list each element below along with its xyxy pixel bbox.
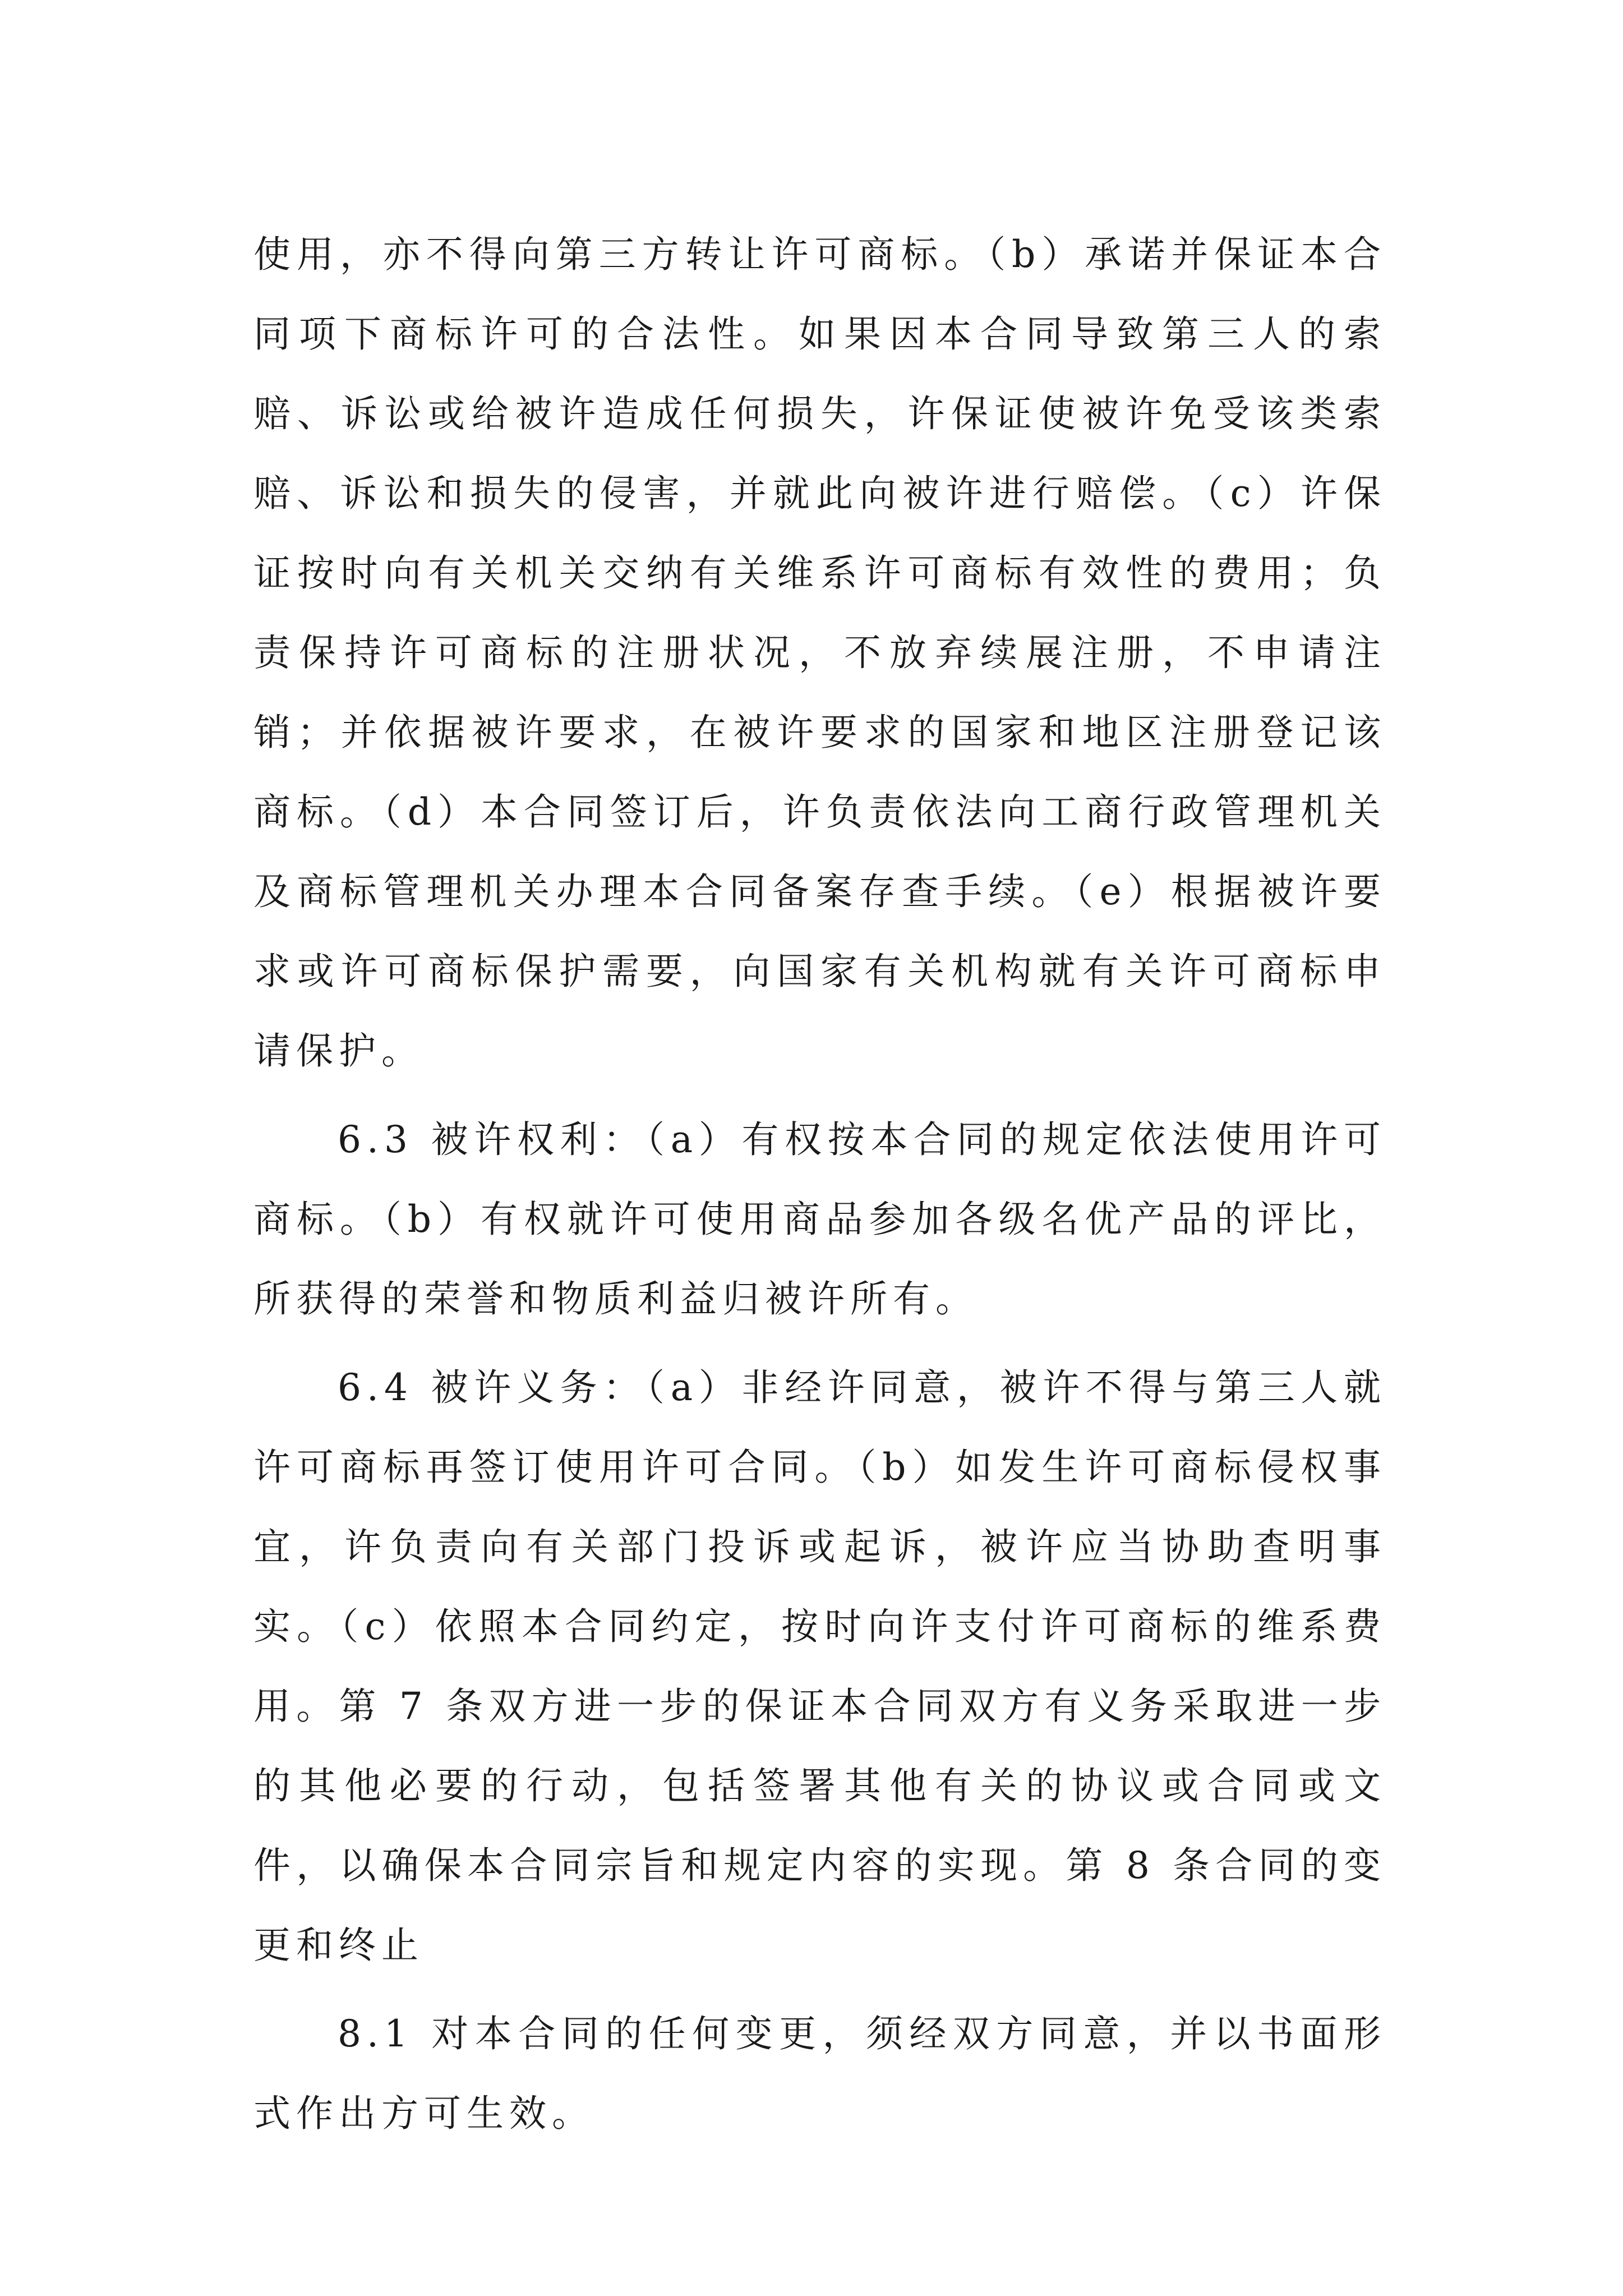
body-text xyxy=(253,215,1386,2154)
paragraph-6-3-licensee-rights: 6.3 被许权利：（a）有权按本合同的规定依法使用许可商标。（b）有权就许可使用商品参加各级名优产品的评比，所获得的荣誉和物质利益归被许所有。 xyxy=(253,1118,1386,1320)
paragraph-8-1-amendment: 8.1 对本合同的任何变更，须经双方同意，并以书面形式作出方可生效。 xyxy=(253,2012,1386,2135)
paragraph-licensor-obligations: 使用，亦不得向第三方转让许可商标。（b）承诺并保证本合同项下商标许可的合法性。如果因本合同导致第三人的索赔、诉讼或给被许造成任何损失，许保证使被许免受该类索赔、诉讼和损失的侵害，并就此向被许进行赔偿。（c）许保证按时向有关机关交纳有关维系许可商标有效性的费用；负责保持许可商标的注册状况，不放弃续展注册，不申请注销；并依据被许要求，在被许要求的国家和地区注册登记该商标。（d）本合同签订后，许负责依法向工商行政管理机关及商标管理机关办理本合同备案存查手续。（e）根据被许要求或许可商标保护需要，向国家有关机构就有关许可商标申请保护。 xyxy=(253,233,1386,1073)
paragraph-6-4-licensee-obligations: 6.4 被许义务：（a）非经许同意，被许不得与第三人就许可商标再签订使用许可合同。（b）如发生许可商标侵权事宜，许负责向有关部门投诉或起诉，被许应当协助查明事实。（c）依照本合同约定，按时向许支付许可商标的维系费用。第 7 条双方进一步的保证本合同双方有义务采取进一步的其他必要的行动，包括签署其他有关的协议或合同或文件，以确保本合同宗旨和规定内容的实现。第 8 条合同的变更和终止 xyxy=(253,1366,1386,1967)
